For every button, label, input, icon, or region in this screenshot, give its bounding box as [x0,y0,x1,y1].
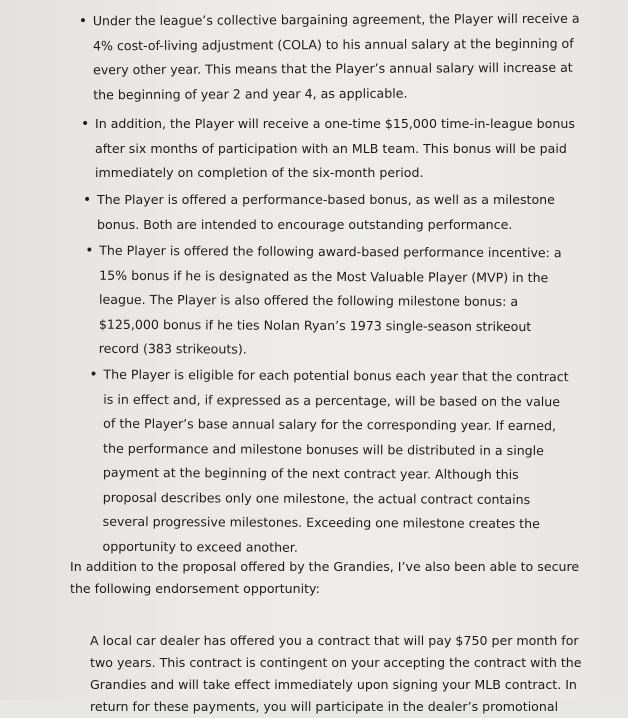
list-item-text: The Player is offered the following award-based performance incentive: a 15% bonus if he is designated as the Most Valuable Player (MVP) in the league. The Player is also offered the following milestone bonus: a $125,000 bonus if he ties Nolan Ryan’s 1973 single-season strikeout record (383 strikeouts). [98,242,562,357]
list-item-text: The Player is eligible for each potential bonus each year that the contract is in effect and, if expressed as a percentage, will be based on the value of the Player’s base annual salary for the corresponding year. If earned, the performance and milestone bonuses will be distributed in a single payment at the beginning of the next contract year. Although this proposal describes only one milestone, the actual contract contains several progressive milestones. Exceeding one milestone creates the opportunity to exceed another. [102,366,569,555]
list-item [83,188,557,237]
bullet-icon: • [81,116,90,132]
list-item [81,112,580,186]
list-item [89,363,573,561]
bullet-icon: • [78,13,88,30]
list-item-text: The Player is offered a performance-based bonus, as well as a milestone bonus. Both are intended to encourage outstanding performance. [97,192,555,232]
list-item-text: In addition, the Player will receive a one-time $15,000 time-in-league bonus after six months of participation with an MLB team. This bonus will be paid immediately on completion of the six-month period. [95,116,575,180]
list-item-text: Under the league’s collective bargaining agreement, the Player will receive a 4% cost-of-living adjustment (COLA) to his annual salary at the beginning of every other year. This means that the Player’s annual salary will increase at the beginning of year 2 and year 4, as applicable. [92,10,580,102]
endorsement-paragraph: A local car dealer has offered you a contract that will pay $750 per month for two years. This contract is contingent on your accepting the contract with the Grandies and will take effect immediately upon signing your MLB contract. In return for these payments, you will participate in the dealer’s promotional [90,632,582,714]
bullet-icon: • [89,366,98,383]
list-item [78,7,584,108]
bullet-icon: • [83,192,92,208]
intro-paragraph: In addition to the proposal offered by the Grandies, I’ve also been able to secure the following endorsement opportunity: [70,558,580,596]
bullet-icon: • [85,242,94,259]
list-item [85,239,570,364]
